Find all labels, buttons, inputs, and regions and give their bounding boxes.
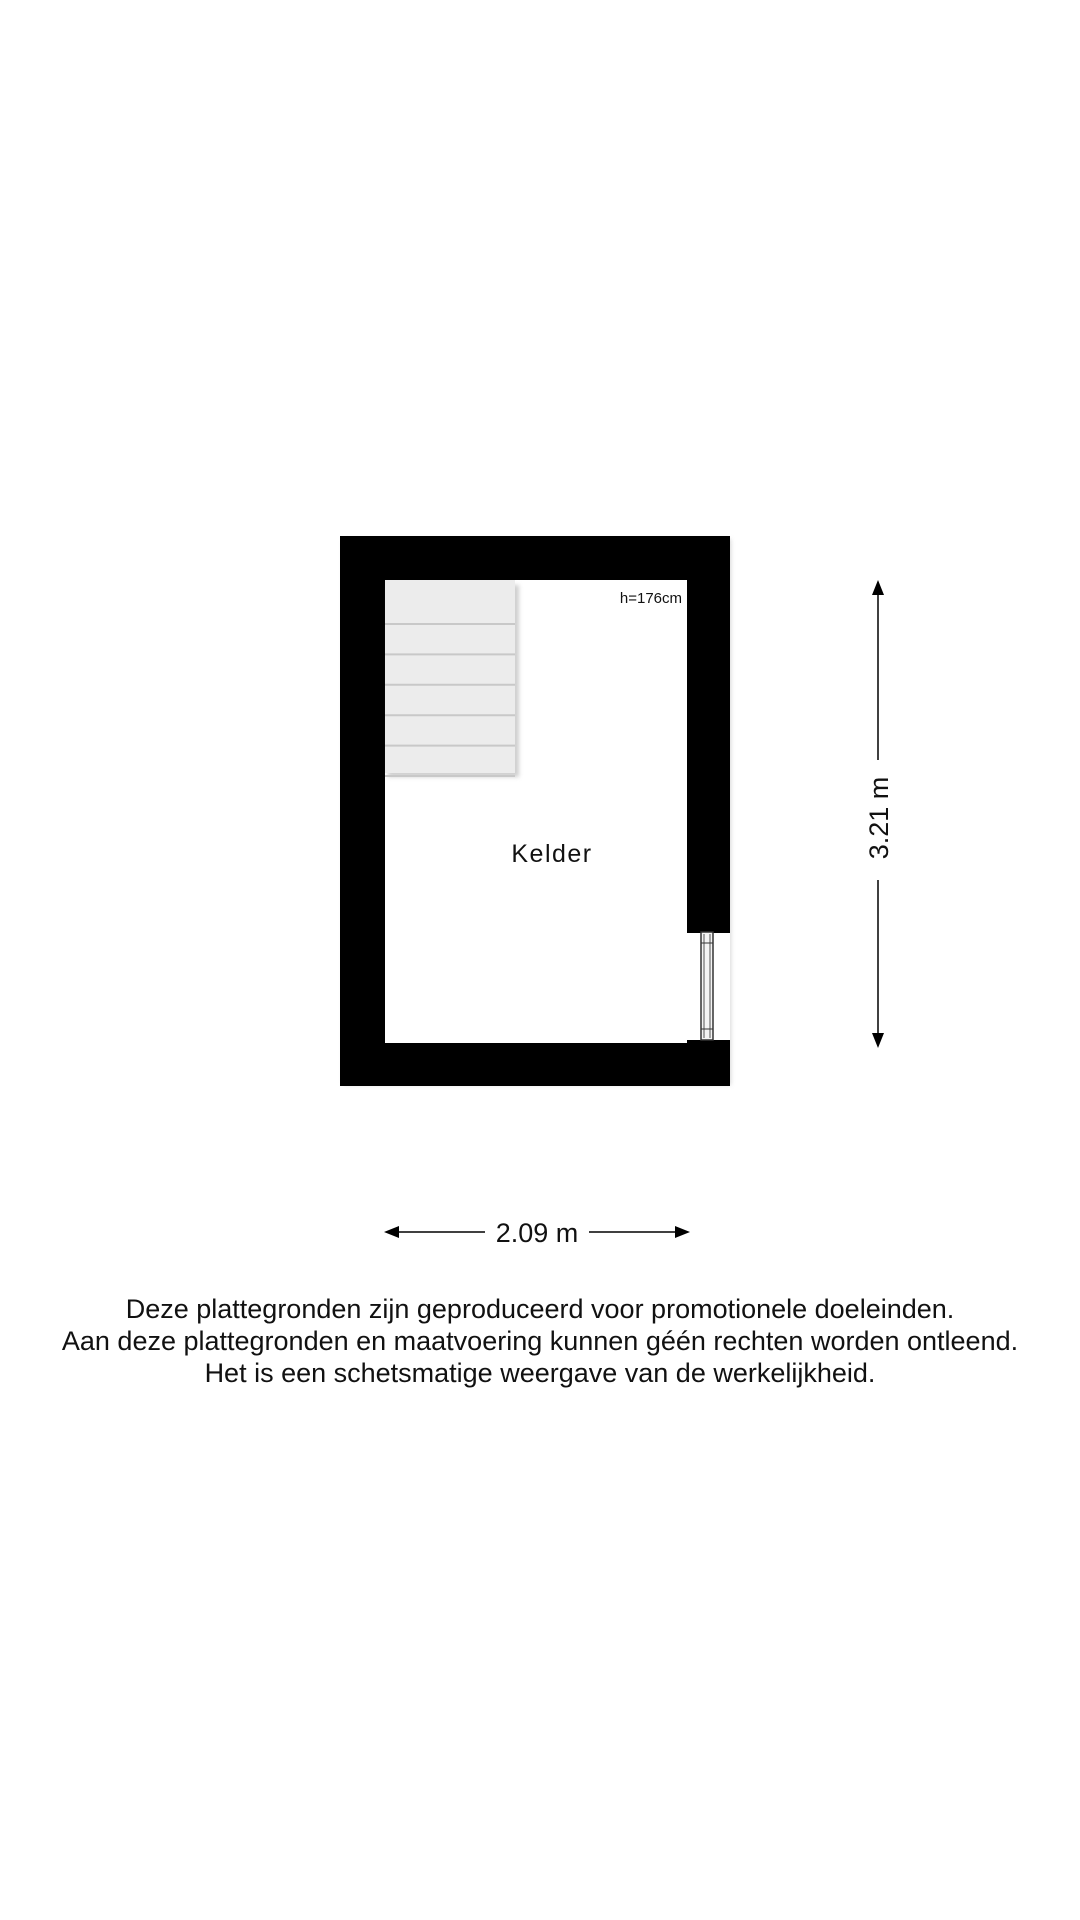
window xyxy=(687,932,730,1040)
dimension-horizontal-label: 2.09 m xyxy=(495,1218,579,1248)
room-label: Kelder xyxy=(511,840,593,868)
disclaimer xyxy=(0,1293,1080,1389)
dimension-vertical-label: 3.21 m xyxy=(864,776,894,860)
arrow-right-icon xyxy=(675,1226,690,1238)
arrow-left-icon xyxy=(384,1226,399,1238)
dimension-horizontal xyxy=(384,1218,690,1248)
ceiling-height-label: h=176cm xyxy=(619,590,682,607)
dimension-vertical xyxy=(864,580,894,1048)
staircase-treads xyxy=(385,580,515,773)
staircase xyxy=(385,580,519,777)
arrow-up-icon xyxy=(872,580,884,595)
disclaimer-line-2: Aan deze plattegronden en maatvoering kunnen géén rechten worden ontleend. xyxy=(61,1326,1019,1356)
arrow-down-icon xyxy=(872,1033,884,1048)
disclaimer-line-3: Het is een schetsmatige weergave van de werkelijkheid. xyxy=(204,1358,876,1388)
disclaimer-line-1: Deze plattegronden zijn geproduceerd voor promotionele doeleinden. xyxy=(125,1294,955,1324)
